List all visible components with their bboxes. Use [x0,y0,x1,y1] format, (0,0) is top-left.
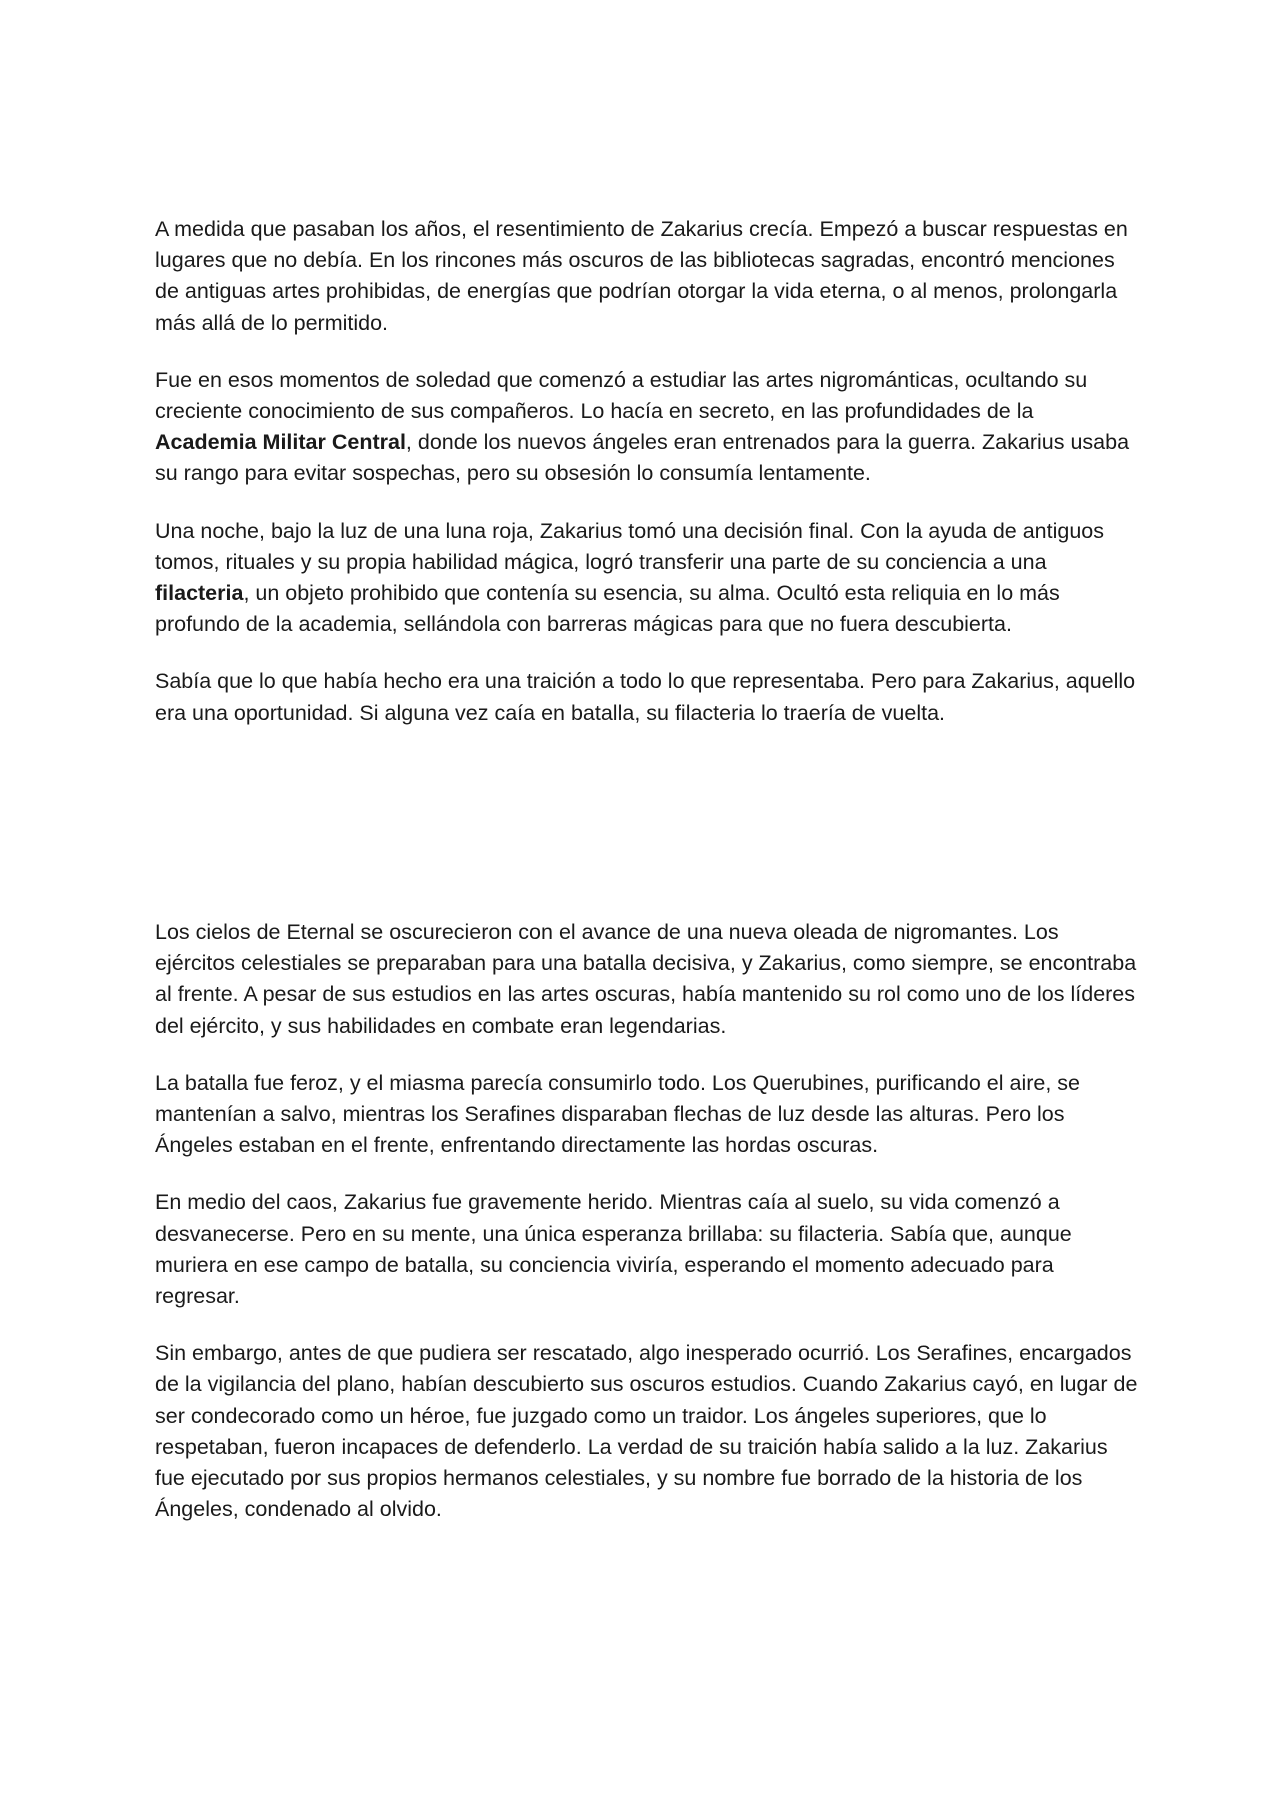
paragraph: Sin embargo, antes de que pudiera ser rescatado, algo inesperado ocurrió. Los Serafines, encargados de la vigilancia del plano, habían descubierto sus oscuros estudios. Cuando Zakarius cayó, en lugar de ser condecorado como un héroe, fue juzgado como un traidor. Los ángeles superiores, que lo respetaban, fueron incapaces de defenderlo. La verdad de su traición había salido a la luz. Zakarius fue ejecutado por sus propios hermanos celestiales, y su nombre fue borrado de la historia de los Ángeles, condenado al olvido. [155,1341,1138,1522]
bold-term-academia: Academia Militar Central [155,430,406,455]
paragraph-text: Una noche, bajo la luz de una luna roja, Zakarius tomó una decisión final. Con la ayuda de antiguos tomos, rituales y su propia habilidad mágica, logró transferir una parte de su conciencia a una [155,518,1105,574]
paragraph-text: Fue en esos momentos de soledad que comenzó a estudiar las artes nigrománticas, ocultando su creciente conocimiento de sus compañeros. Lo hacía en secreto, en las profundidades de la [155,367,1088,424]
paragraph: A medida que pasaban los años, el resentimiento de Zakarius crecía. Empezó a buscar respuestas en lugares que no debía. En los rincones más oscuros de las bibliotecas sagradas, encontró menciones de antiguas artes prohibidas, de energías que podrían otorgar la vida eterna, o al menos, prolongarla más allá de lo permitido. [155,217,1128,335]
paragraph [155,365,1140,490]
paragraph-text: , un objeto prohibido que contenía su esencia, su alma. Ocultó esta reliquia en lo más profundo de la academia, sellándola con barreras mágicas para que no fuera descubierta. [155,581,1060,637]
paragraph-text: , donde los nuevos ángeles eran entrenados para la guerra. Zakarius usaba su rango para evitar sospechas, pero su obsesión lo consumía lentamente. [155,430,1130,486]
bold-term-filacteria: filacteria [155,581,244,606]
paragraph: En medio del caos, Zakarius fue gravemente herido. Mientras caía al suelo, su vida comenzó a desvanecerse. Pero en su mente, una única esperanza brillaba: su filacteria. Sabía que, aunque muriera en ese campo de batalla, su conciencia viviría, esperando el momento adecuado para regresar. [155,1190,1072,1309]
paragraph: Sabía que lo que había hecho era una traición a todo lo que representaba. Pero para Zakarius, aquello era una oportunidad. Si alguna vez caía en batalla, su filacteria lo traería de vuelta. [155,669,1136,725]
paragraph: Los cielos de Eternal se oscurecieron con el avance de una nueva oleada de nigromantes. Los ejércitos celestiales se preparaban para una batalla decisiva, y Zakarius, como siempre, se encontraba al frente. A pesar de sus estudios en las artes oscuras, había mantenido su rol como uno de los líderes del ejército, y sus habilidades en combate eran legendarias. [155,920,1137,1038]
paragraph [155,516,1140,641]
section-2 [155,917,1140,1551]
paragraph: La batalla fue feroz, y el miasma parecía consumirlo todo. Los Querubines, purificando el aire, se mantenían a salvo, mientras los Serafines disparaban flechas de luz desde las alturas. Pero los Ángeles estaban en el frente, enfrentando directamente las hordas oscuras. [155,1070,1080,1158]
section-1 [155,214,1140,755]
